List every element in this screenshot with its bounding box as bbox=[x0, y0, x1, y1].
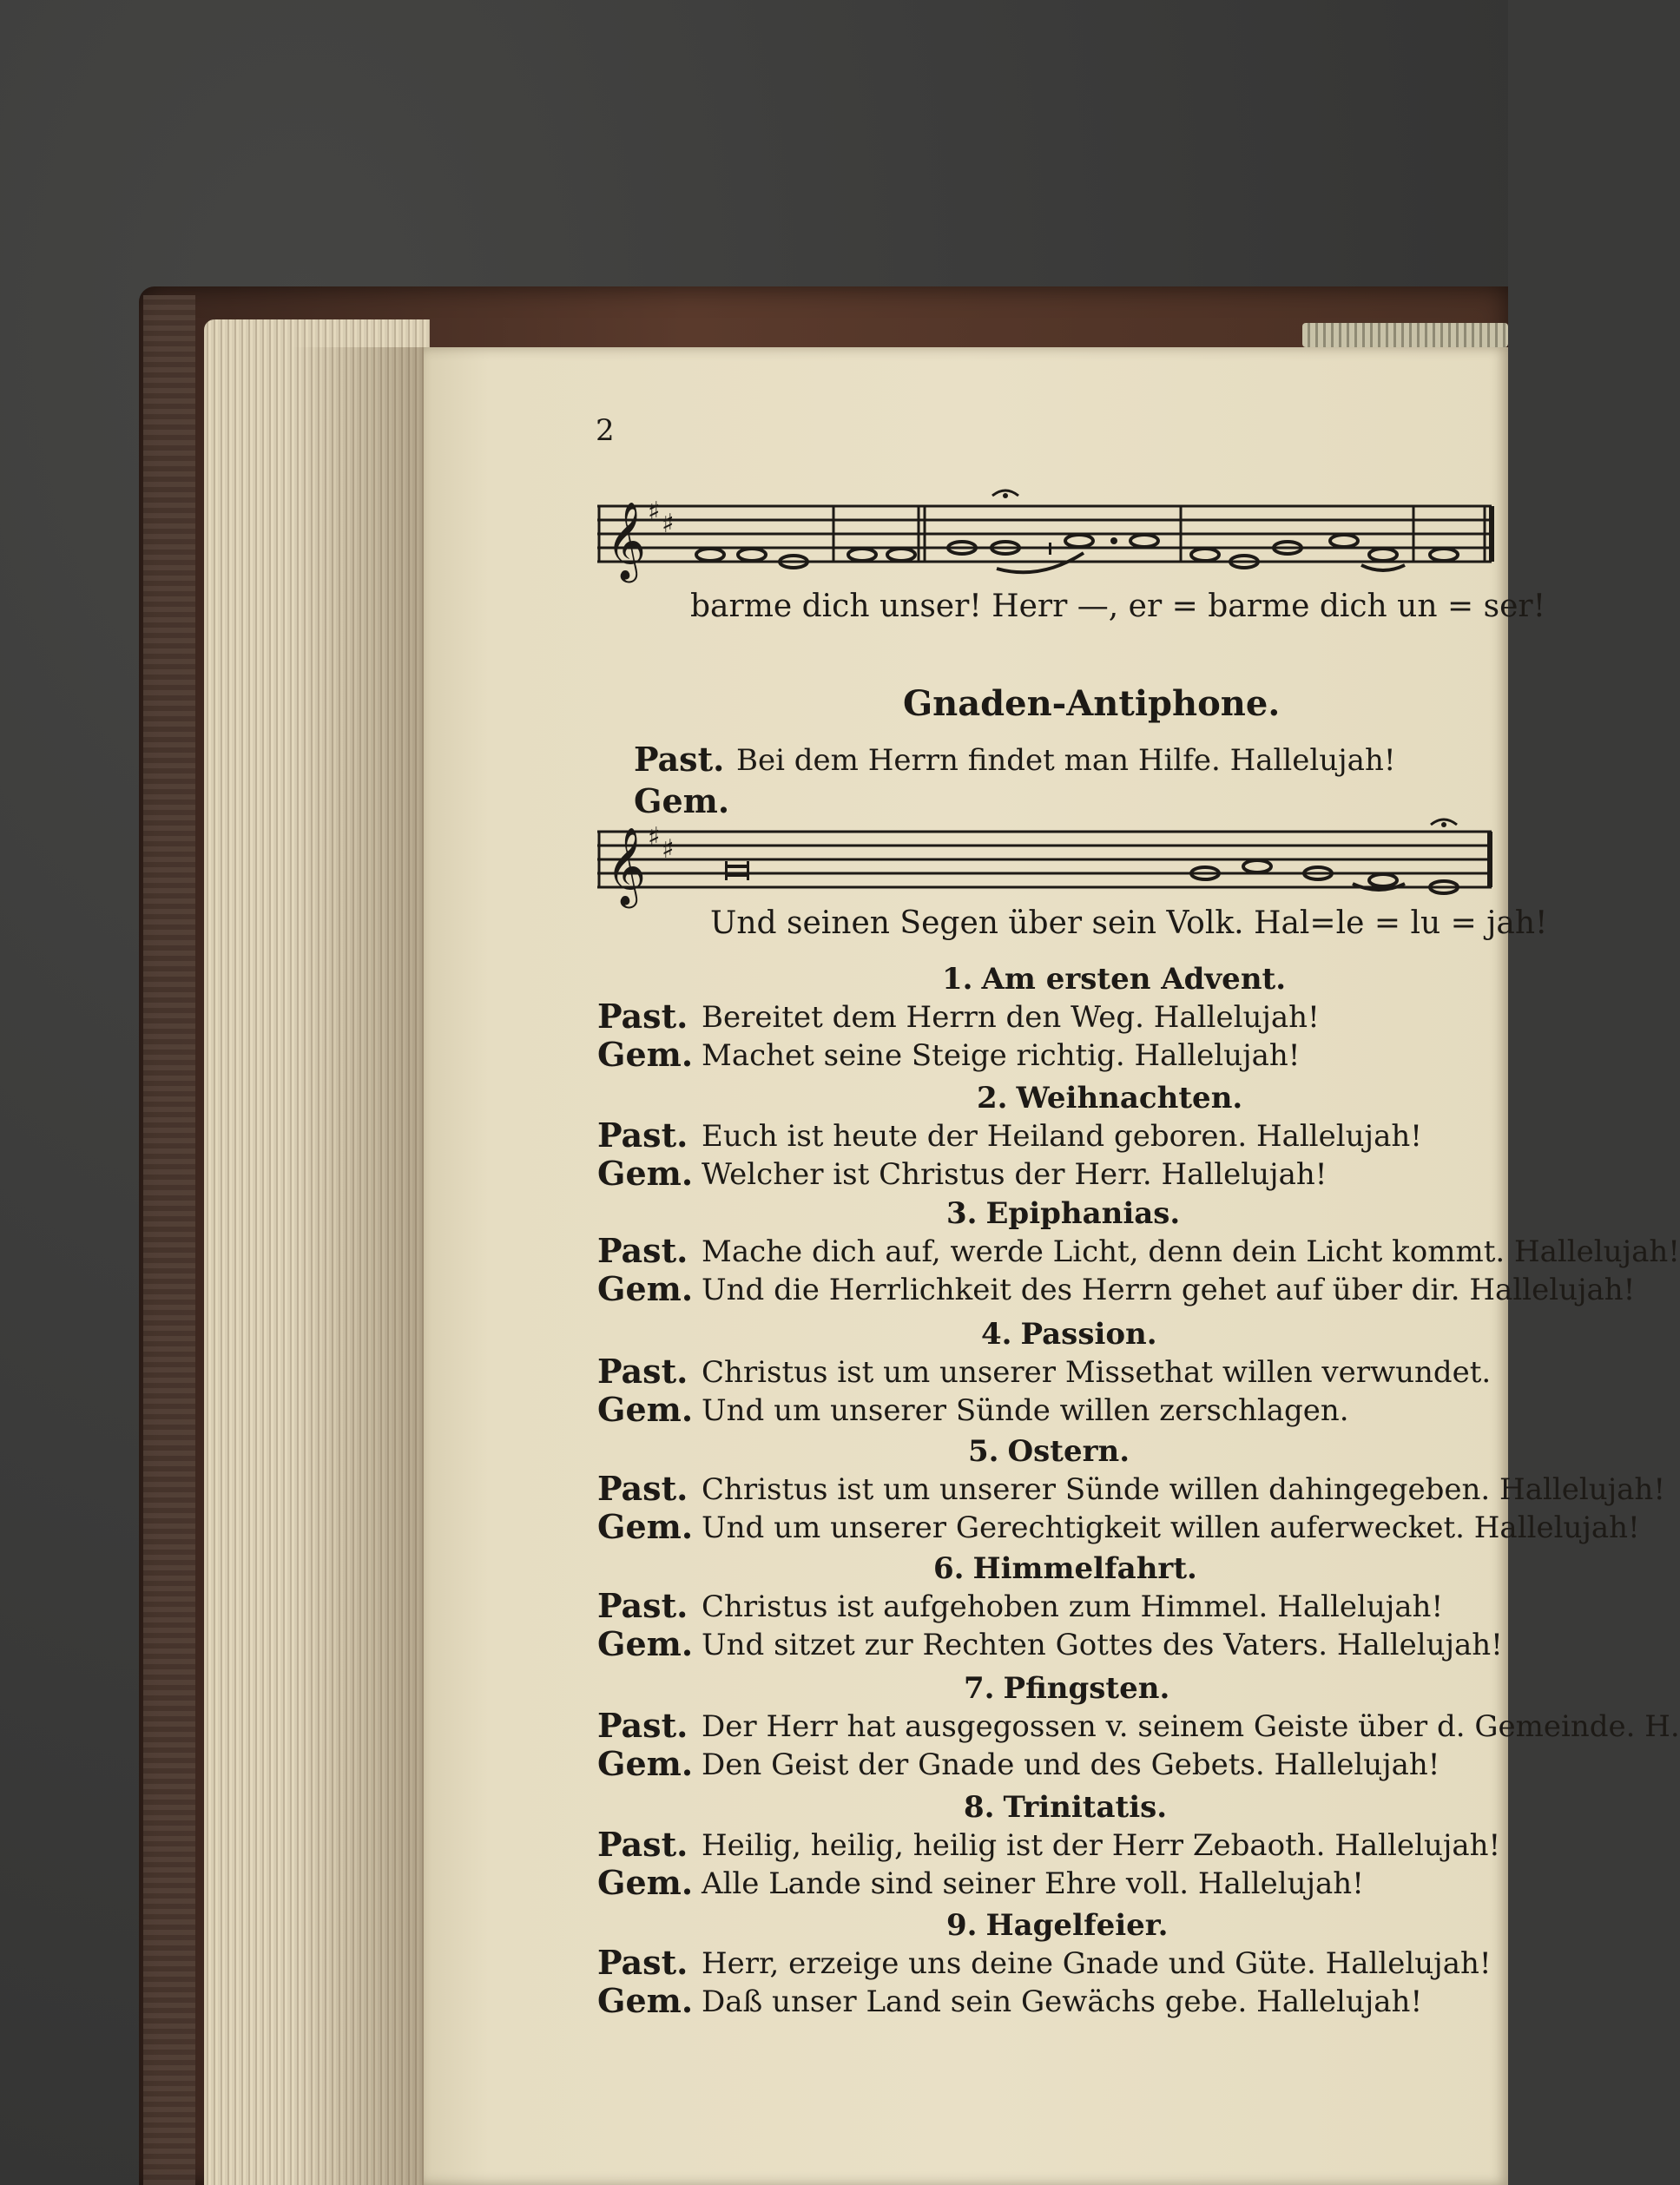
pastor-label: Past. bbox=[597, 1586, 688, 1625]
gemeinde-label: Gem. bbox=[597, 1863, 694, 1902]
section-title-6 bbox=[933, 1551, 1197, 1586]
section-number: 1. bbox=[942, 962, 973, 997]
pastor-line: Bereitet dem Herrn den Weg. Hallelujah! bbox=[702, 1000, 1320, 1035]
gemeinde-line: Und sitzet zur Rechten Gottes des Vaters. Hallelujah! bbox=[702, 1628, 1503, 1662]
svg-text:𝄞: 𝄞 bbox=[606, 502, 647, 580]
pastor-label: Past. bbox=[597, 1943, 688, 1982]
section-heading: Passion. bbox=[1020, 1317, 1157, 1352]
pastor-label: Past. bbox=[597, 1231, 688, 1270]
section-heading: Epiphanias. bbox=[985, 1196, 1181, 1231]
section-heading: Am ersten Advent. bbox=[981, 962, 1287, 997]
pastor-line: Christus ist aufgehoben zum Himmel. Hallelujah! bbox=[702, 1589, 1444, 1624]
gemeinde-label: Gem. bbox=[597, 1507, 694, 1546]
section-heading: Weihnachten. bbox=[1016, 1081, 1243, 1116]
treble-clef-icon bbox=[606, 497, 675, 583]
section-heading: Ostern. bbox=[1007, 1434, 1130, 1469]
svg-text:♯: ♯ bbox=[648, 822, 661, 852]
treble-clef-icon bbox=[606, 822, 675, 909]
pastor-label: Past. bbox=[597, 1469, 688, 1508]
pastor-label: Past. bbox=[597, 1352, 688, 1391]
section-title-2 bbox=[977, 1081, 1242, 1116]
svg-text:𝄞: 𝄞 bbox=[606, 827, 647, 905]
section-heading: Hagelfeier. bbox=[985, 1908, 1169, 1943]
section-title-5 bbox=[968, 1434, 1130, 1469]
svg-text:♯: ♯ bbox=[662, 509, 675, 539]
section-number: 5. bbox=[968, 1434, 999, 1469]
pastor-line: Christus ist um unserer Missethat willen verwundet. bbox=[702, 1355, 1492, 1390]
gilt-page-top bbox=[1302, 323, 1508, 347]
gemeinde-label: Gem. bbox=[597, 1624, 694, 1663]
gemeinde-label: Gem. bbox=[597, 1981, 694, 2020]
page-stack-shadow bbox=[291, 347, 430, 2185]
gemeinde-line: Welcher ist Christus der Herr. Hallelujah! bbox=[702, 1157, 1328, 1192]
staff-1-lyrics: barme dich unser! Herr —, er = barme dich un = ser! bbox=[690, 589, 1546, 624]
gemeinde-label: Gem. bbox=[597, 1269, 694, 1308]
intro-pastor-label: Past. bbox=[634, 740, 725, 779]
pastor-label: Past. bbox=[597, 997, 688, 1036]
section-title-3 bbox=[946, 1196, 1180, 1231]
antiphon-title: Gnaden-Antiphone. bbox=[903, 683, 1281, 724]
section-title-9 bbox=[946, 1908, 1168, 1943]
gemeinde-label: Gem. bbox=[597, 1390, 694, 1429]
pastor-label: Past. bbox=[597, 1706, 688, 1745]
gemeinde-line: Daß unser Land sein Gewächs gebe. Hallelujah! bbox=[702, 1984, 1423, 2019]
section-title-4 bbox=[981, 1317, 1157, 1352]
gemeinde-line: Alle Lande sind seiner Ehre voll. Hallelujah! bbox=[702, 1866, 1364, 1901]
section-number: 7. bbox=[964, 1671, 995, 1706]
pastor-line: Der Herr hat ausgegossen v. seinem Geiste über d. Gemeinde. H. bbox=[702, 1709, 1680, 1744]
pastor-line: Mache dich auf, werde Licht, denn dein Licht kommt. Hallelujah! bbox=[702, 1234, 1680, 1269]
section-number: 2. bbox=[977, 1081, 1008, 1116]
gemeinde-label: Gem. bbox=[597, 1744, 694, 1783]
section-number: 4. bbox=[981, 1317, 1012, 1352]
section-number: 6. bbox=[933, 1551, 965, 1586]
intro-pastor-text: Bei dem Herrn findet man Hilfe. Hallelujah! bbox=[736, 743, 1396, 778]
pastor-line: Euch ist heute der Heiland geboren. Hallelujah! bbox=[702, 1119, 1422, 1154]
section-number: 9. bbox=[946, 1908, 978, 1943]
gemeinde-line: Den Geist der Gnade und des Gebets. Hallelujah! bbox=[702, 1747, 1440, 1782]
gemeinde-label: Gem. bbox=[597, 1035, 694, 1074]
gemeinde-line: Und um unserer Sünde willen zerschlagen. bbox=[702, 1393, 1349, 1428]
music-staff-1 bbox=[597, 490, 1496, 586]
pastor-label: Past. bbox=[597, 1116, 688, 1155]
section-number: 3. bbox=[946, 1196, 978, 1231]
gemeinde-line: Machet seine Steige richtig. Hallelujah! bbox=[702, 1038, 1301, 1073]
staff-2-lyrics: Und seinen Segen über sein Volk. Hal=le = lu = jah! bbox=[710, 905, 1548, 941]
gemeinde-line: Und die Herrlichkeit des Herrn gehet auf über dir. Hallelujah! bbox=[702, 1273, 1636, 1307]
pastor-line: Christus ist um unserer Sünde willen dahingegeben. Hallelujah! bbox=[702, 1472, 1665, 1507]
section-heading: Pfingsten. bbox=[1003, 1671, 1170, 1706]
page-number: 2 bbox=[596, 413, 615, 448]
book-spine-edge bbox=[143, 295, 195, 2185]
section-title-1 bbox=[942, 962, 1286, 997]
pastor-line: Heilig, heilig, heilig ist der Herr Zebaoth. Hallelujah! bbox=[702, 1828, 1501, 1863]
pastor-line: Herr, erzeige uns deine Gnade und Güte. Hallelujah! bbox=[702, 1946, 1492, 1981]
gemeinde-label: Gem. bbox=[597, 1154, 694, 1193]
svg-text:♯: ♯ bbox=[648, 497, 661, 527]
intro-gem-label: Gem. bbox=[634, 781, 730, 820]
section-heading: Himmelfahrt. bbox=[972, 1551, 1197, 1586]
section-title-8 bbox=[964, 1790, 1167, 1825]
section-heading: Trinitatis. bbox=[1003, 1790, 1168, 1825]
gemeinde-line: Und um unserer Gerechtigkeit willen auferwecket. Hallelujah! bbox=[702, 1510, 1640, 1545]
section-title-7 bbox=[964, 1671, 1169, 1706]
music-staff-2 bbox=[597, 816, 1496, 912]
pastor-label: Past. bbox=[597, 1825, 688, 1864]
section-number: 8. bbox=[964, 1790, 995, 1825]
svg-text:♯: ♯ bbox=[662, 834, 675, 865]
